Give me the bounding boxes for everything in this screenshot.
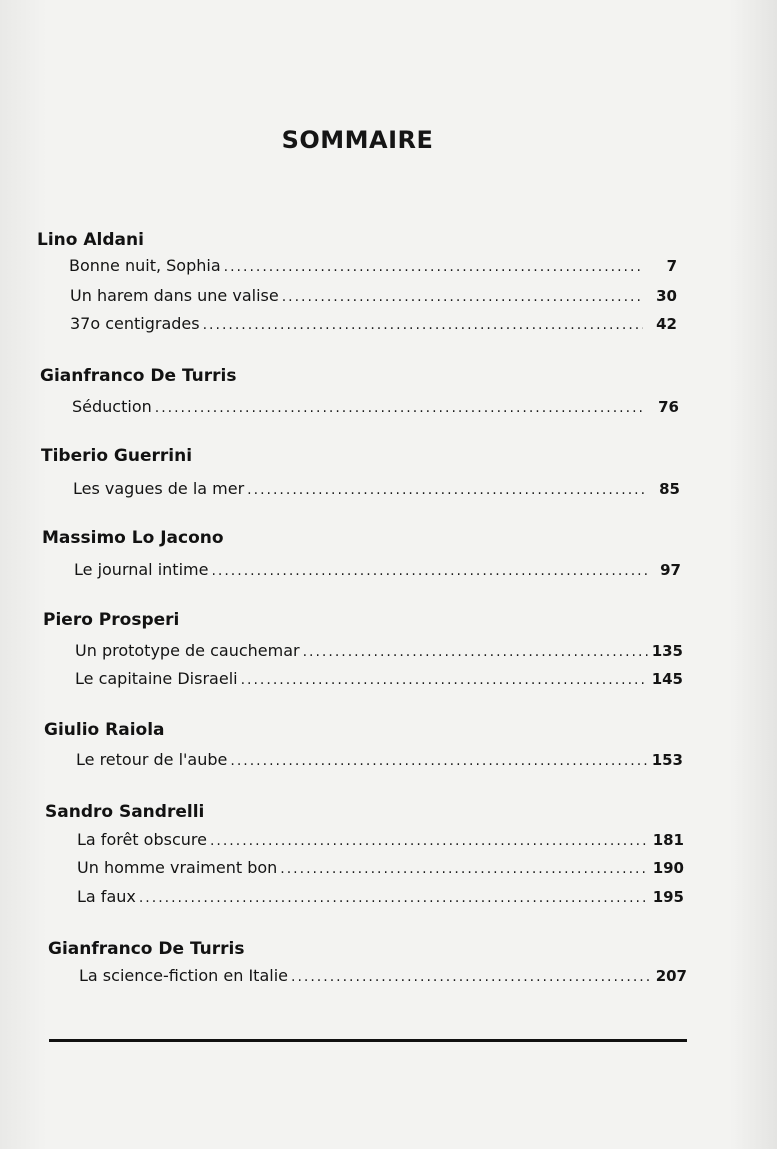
toc-author: Piero Prosperi [43,610,180,630]
toc-entry-title: Un prototype de cauchemar [75,641,300,660]
toc-author: Tiberio Guerrini [41,446,193,466]
toc-author: Massimo Lo Jacono [42,528,224,548]
toc-entry-page: 97 [660,561,681,579]
dot-leader [282,289,643,305]
toc-entry [76,750,683,769]
toc-entry-page: 195 [652,888,684,906]
toc-entry [74,560,681,579]
toc-entry-page: 190 [652,859,684,877]
toc-entry [77,830,684,849]
toc-entry-page: 153 [651,751,683,769]
dot-leader [291,969,652,985]
toc-entry [79,966,687,985]
toc-entry [75,669,683,688]
toc-entry-page: 42 [656,315,677,333]
toc-entry-title: Un harem dans une valise [70,286,279,305]
toc-entry-title: Un homme vraiment bon [77,858,278,877]
dot-leader [247,482,646,498]
dot-leader [210,833,649,849]
dot-leader [203,317,643,333]
toc-entry-page: 76 [658,398,679,416]
bottom-divider [49,1039,687,1042]
toc-entry [70,286,677,305]
page-title: SOMMAIRE [281,126,434,154]
toc-entry-page: 181 [652,831,684,849]
toc-entry-title: La science-fiction en Italie [79,966,288,985]
dot-leader [230,753,647,769]
toc-entry [77,887,684,906]
toc-author: Giulio Raiola [44,720,165,740]
toc-entry-title: Séduction [72,397,152,416]
toc-entry-page: 135 [651,642,683,660]
dot-leader [155,400,645,416]
toc-entry-title: Le journal intime [74,560,209,579]
dot-leader [224,259,643,275]
toc-entry [69,256,677,275]
toc-author: Gianfranco De Turris [40,366,237,386]
toc-entry [72,397,679,416]
dot-leader [139,890,649,906]
toc-author: Lino Aldani [37,230,144,250]
dot-leader [303,644,648,660]
toc-entry-title: Le retour de l'aube [76,750,228,769]
toc-entry-title: Le capitaine Disraeli [75,669,238,688]
toc-entry-page: 145 [651,670,683,688]
toc-entry-title: La forêt obscure [77,830,207,849]
toc-entry [77,858,684,877]
toc-entry [73,479,680,498]
toc-entry [70,314,677,333]
toc-entry-title: La faux [77,887,136,906]
dot-leader [280,861,648,877]
toc-entry [75,641,683,660]
toc-entry-page: 7 [666,257,677,275]
toc-entry-page: 85 [659,480,680,498]
toc-entry-page: 207 [655,967,687,985]
toc-entry-title: Bonne nuit, Sophia [69,256,221,275]
dot-leader [211,563,647,579]
toc-entry-page: 30 [656,287,677,305]
dot-leader [241,672,648,688]
toc-author: Gianfranco De Turris [48,939,245,959]
toc-entry-title: Les vagues de la mer [73,479,245,498]
toc-author: Sandro Sandrelli [45,802,205,822]
toc-entry-title: 37o centigrades [70,314,200,333]
